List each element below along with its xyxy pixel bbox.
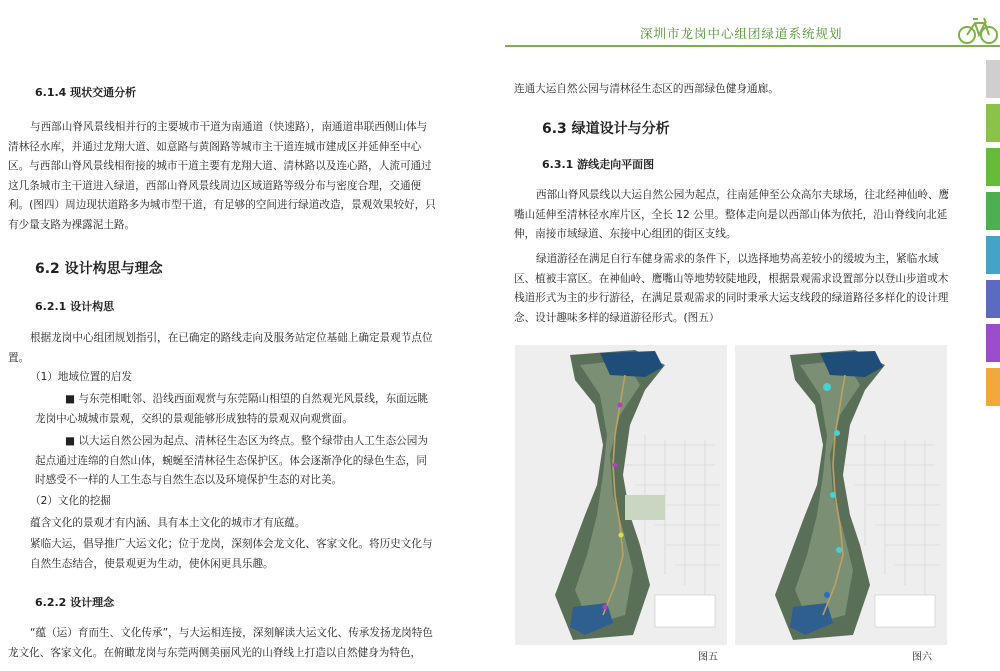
section-heading-6-2-1: 6.2.1 设计构思 [35,300,115,313]
section-tab[interactable] [986,280,1000,318]
paragraph-trail: 绿道游径在满足自行车健身需求的条件下，以选择地势高差较小的缓坡为主，紧临水域区、植被丰富区。在神仙岭、鹰嘴山等地势较陡地段，根据景观需求设置部分以登山步道或木栈道形式为主的步行游径，在满足景观需求的同时秉承大运支线段的绿道路径多样化的设计理念、设计趣味多样的绿道游径形式。(图五） [514,253,949,324]
section-heading-6-3: 6.3 绿道设计与分析 [542,121,670,137]
section-tabs [986,60,1000,412]
section-heading-6-2-2: 6.2.2 设计理念 [35,596,115,609]
section-heading-6-1-4: 6.1.4 现状交通分析 [35,86,137,99]
section-tab[interactable] [986,192,1000,230]
paragraph-route: 西部山脊风景线以大运自然公园为起点，往南延伸至公众高尔夫球场，往北经神仙岭、鹰嘴山延伸至清林径水库片区，全长 12 公里。整体走向是以西部山体为依托，沿山脊线向北延伸，南接市域绿道、东接中心组团的街区支线。 [514,189,950,240]
section-tab[interactable] [986,368,1000,406]
paragraph-concept: 根据龙岗中心组团规划指引，在已确定的路线走向及服务站定位基础上确定景观节点位置。 [8,332,433,364]
section-tab[interactable] [986,324,1000,362]
section-heading-6-2: 6.2 设计构思与理念 [35,261,163,277]
header-divider [505,45,1000,47]
paragraph-traffic: 与西部山脊风景线相并行的主要城市干道为南通道（快速路），南通道串联西侧山体与清林径水库，并通过龙翔大道、如意路与黄阁路等城市主干道连城市建成区并延伸至中心区。与西部山脊风景线相衔接的城市干道主要有龙翔大道、清林路以及连心路，人流可通过这几条城市主干道进入绿道，西部山脊风景线周边区域道路等级分布与密度合理，交通便利。(图四）周边现状道路多为城市型干道，有足够的空间进行绿道改造，景观效果较好，只有少量支路为裸露泥土路。 [8,121,436,231]
route-map-figure-5 [515,345,727,645]
paragraph-culture-2: 紧临大运，倡导推广大运文化；位于龙岗，深刻体会龙文化、客家文化。将历史文化与自然生态结合，使景观更为生动，使休闲更具乐趣。 [30,538,433,570]
section-heading-6-3-1: 6.3.1 游线走向平面图 [542,158,655,171]
section-tab[interactable] [986,148,1000,186]
section-tab[interactable] [986,104,1000,142]
bullet-dongguan: ■ 与东莞相毗邻、沿线西面观赏与东莞隔山相望的自然观光风景线，东面远眺龙岗中心城城市景观，交织的景观能够形成独特的景观双向观赏面。 [35,393,428,425]
bicycle-icon [958,12,998,46]
section-tab[interactable] [986,60,1000,98]
list-item-location: （1）地域位置的启发 [30,371,133,383]
figure-6-caption: 图六 [912,652,932,663]
section-tab[interactable] [986,236,1000,274]
header-title: 深圳市龙岗中心组团绿道系统规划 [640,26,843,41]
figure-5-caption: 图五 [698,652,718,663]
figure-6-map[interactable] [735,345,947,645]
route-map-figure-6 [735,345,947,645]
figure-5-map[interactable] [515,345,727,645]
list-item-culture: （2）文化的挖掘 [30,495,111,507]
bullet-dayun-park: ■ 以大运自然公园为起点、清林径生态区为终点。整个绿带由人工生态公园为起点通过连绵的自然山体，蜿蜒至清林径生态保护区。体会逐渐净化的绿色生态，同时感受不一样的人工生态与自然生态以及环境保护生态的对比美。 [35,435,428,486]
paragraph-idea: “蕴（运）育而生、文化传承”，与大运相连接，深刻解读大运文化、传承发扬龙岗特色龙文化、客家文化。在俯瞰龙岗与东莞两侧美丽风光的山脊线上打造以自然健身为特色， [8,627,433,659]
paragraph-culture-1: 蕴含文化的景观才有内涵、具有本土文化的城市才有底蕴。 [30,517,306,529]
paragraph-continued: 连通大运自然公园与清林径生态区的西部绿色健身通廊。 [514,83,779,95]
